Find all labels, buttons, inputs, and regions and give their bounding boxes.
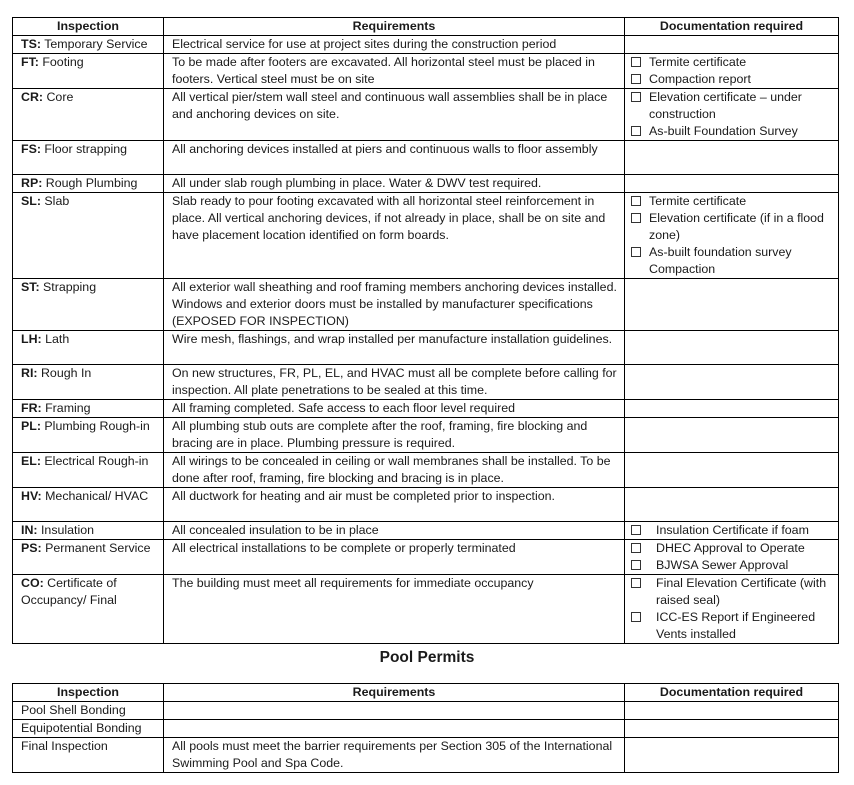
documentation-cell bbox=[625, 453, 839, 488]
table-row bbox=[13, 522, 839, 540]
inspection-name: Temporary Service bbox=[44, 37, 148, 51]
inspection-name: Footing bbox=[42, 55, 84, 69]
documentation-cell bbox=[625, 400, 839, 418]
empty-checkbox-icon[interactable] bbox=[631, 57, 641, 67]
documentation-text: ICC-ES Report if Engineered Vents installed bbox=[656, 610, 816, 641]
requirement-cell: All pools must meet the barrier requirements per Section 305 of the International Swimming Pool and Spa Code. bbox=[164, 738, 625, 773]
documentation-text: Elevation certificate – under construction bbox=[649, 90, 802, 121]
table-row bbox=[13, 331, 839, 365]
documentation-cell bbox=[625, 418, 839, 453]
table-row bbox=[13, 540, 839, 575]
requirement-cell: Slab ready to pour footing excavated with all horizontal steel reinforcement in place. All vertical anchoring devices, if not already in place, shall be on site and have placement location identified on form boards. bbox=[164, 193, 625, 279]
table-row bbox=[13, 702, 839, 720]
table-row bbox=[13, 141, 839, 175]
requirement-cell: All wirings to be concealed in ceiling or wall membranes shall be installed. To be done after roof, framing, fire blocking and bracing is in place. bbox=[164, 453, 625, 488]
documentation-cell bbox=[625, 279, 839, 331]
inspection-cell bbox=[13, 279, 164, 331]
empty-checkbox-icon[interactable] bbox=[631, 247, 641, 257]
inspection-cell bbox=[13, 522, 164, 540]
table-row bbox=[13, 279, 839, 331]
requirement-cell: All electrical installations to be complete or properly terminated bbox=[164, 540, 625, 575]
pool-permits-table bbox=[12, 683, 839, 773]
documentation-cell bbox=[625, 331, 839, 365]
requirement-cell: All exterior wall sheathing and roof framing members anchoring devices installed. Windows and exterior doors must be installed by manufacturer specifications (EXPOSED FOR INSPECTION) bbox=[164, 279, 625, 331]
requirement-cell: All anchoring devices installed at piers and continuous walls to floor assembly bbox=[164, 141, 625, 175]
inspection-name: Framing bbox=[45, 401, 91, 415]
requirement-cell: Electrical service for use at project sites during the construction period bbox=[164, 36, 625, 54]
inspection-code: FT: bbox=[21, 55, 39, 69]
documentation-item bbox=[629, 244, 836, 261]
table-row bbox=[13, 54, 839, 89]
empty-checkbox-icon[interactable] bbox=[631, 525, 641, 535]
documentation-text: Termite certificate bbox=[649, 55, 747, 69]
inspection-cell: Pool Shell Bonding bbox=[13, 702, 164, 720]
table-row bbox=[13, 453, 839, 488]
inspection-name: Slab bbox=[44, 194, 70, 208]
documentation-item bbox=[629, 71, 836, 88]
inspection-cell bbox=[13, 89, 164, 141]
table-row bbox=[13, 720, 839, 738]
documentation-cell bbox=[625, 365, 839, 400]
inspection-cell bbox=[13, 54, 164, 89]
empty-checkbox-icon[interactable] bbox=[631, 74, 641, 84]
inspection-cell bbox=[13, 418, 164, 453]
requirement-cell: All plumbing stub outs are complete after the roof, framing, fire blocking and bracing are in place. Plumbing pressure is required. bbox=[164, 418, 625, 453]
inspection-name: Strapping bbox=[43, 280, 97, 294]
inspection-code: PS: bbox=[21, 541, 42, 555]
inspection-name: Certificate of Occupancy/ Final bbox=[21, 576, 117, 607]
requirement-cell: The building must meet all requirements for immediate occupancy bbox=[164, 575, 625, 644]
documentation-text: As-built foundation survey bbox=[649, 245, 792, 259]
requirement-cell: All under slab rough plumbing in place. Water & DWV test required. bbox=[164, 175, 625, 193]
table-row bbox=[13, 175, 839, 193]
inspection-name: Plumbing Rough-in bbox=[44, 419, 150, 433]
inspection-cell bbox=[13, 400, 164, 418]
header-documentation: Documentation required bbox=[625, 18, 839, 36]
documentation-item bbox=[629, 609, 836, 643]
requirement-cell: To be made after footers are excavated. All horizontal steel must be placed in footers. Vertical steel must be on site bbox=[164, 54, 625, 89]
table-row bbox=[13, 89, 839, 141]
inspection-code: RP: bbox=[21, 176, 43, 190]
inspection-cell bbox=[13, 365, 164, 400]
table-row bbox=[13, 365, 839, 400]
requirement-cell: All concealed insulation to be in place bbox=[164, 522, 625, 540]
inspection-cell bbox=[13, 141, 164, 175]
documentation-cell bbox=[625, 738, 839, 773]
table-row bbox=[13, 738, 839, 773]
inspection-cell: Final Inspection bbox=[13, 738, 164, 773]
requirement-cell: All framing completed. Safe access to each floor level required bbox=[164, 400, 625, 418]
inspection-code: CO: bbox=[21, 576, 44, 590]
documentation-text: Compaction bbox=[649, 262, 716, 276]
documentation-cell bbox=[625, 540, 839, 575]
table-header-row bbox=[13, 18, 839, 36]
empty-checkbox-icon[interactable] bbox=[631, 213, 641, 223]
table-row bbox=[13, 575, 839, 644]
header-inspection: Inspection bbox=[13, 684, 164, 702]
inspection-requirements-table bbox=[12, 17, 839, 644]
empty-checkbox-icon[interactable] bbox=[631, 578, 641, 588]
empty-checkbox-icon[interactable] bbox=[631, 196, 641, 206]
documentation-item bbox=[629, 210, 836, 244]
documentation-cell bbox=[625, 193, 839, 279]
inspection-cell bbox=[13, 193, 164, 279]
documentation-cell bbox=[625, 141, 839, 175]
inspection-name: Core bbox=[46, 90, 74, 104]
inspection-name: Floor strapping bbox=[44, 142, 128, 156]
documentation-cell bbox=[625, 702, 839, 720]
table-row bbox=[13, 36, 839, 54]
inspection-name: Insulation bbox=[40, 523, 95, 537]
requirement-cell bbox=[164, 702, 625, 720]
empty-checkbox-icon[interactable] bbox=[631, 92, 641, 102]
requirement-cell: All ductwork for heating and air must be completed prior to inspection. bbox=[164, 488, 625, 522]
inspection-cell bbox=[13, 540, 164, 575]
requirement-cell: Wire mesh, flashings, and wrap installed per manufacture installation guidelines. bbox=[164, 331, 625, 365]
table-row bbox=[13, 418, 839, 453]
documentation-item bbox=[629, 261, 836, 278]
documentation-item bbox=[629, 557, 836, 574]
inspection-cell bbox=[13, 575, 164, 644]
requirement-cell bbox=[164, 720, 625, 738]
header-requirements: Requirements bbox=[164, 18, 625, 36]
table-header-row bbox=[13, 684, 839, 702]
empty-checkbox-icon[interactable] bbox=[631, 612, 641, 622]
pool-permits-title: Pool Permits bbox=[379, 649, 475, 666]
table-row bbox=[13, 193, 839, 279]
documentation-cell bbox=[625, 175, 839, 193]
inspection-code: FR: bbox=[21, 401, 42, 415]
inspection-cell bbox=[13, 488, 164, 522]
documentation-cell bbox=[625, 720, 839, 738]
documentation-item bbox=[629, 575, 836, 609]
inspection-code: TS: bbox=[21, 37, 41, 51]
documentation-item bbox=[629, 540, 836, 557]
documentation-text: DHEC Approval to Operate bbox=[656, 541, 805, 555]
inspection-name: Mechanical/ HVAC bbox=[45, 489, 149, 503]
inspection-code: LH: bbox=[21, 332, 42, 346]
documentation-cell bbox=[625, 36, 839, 54]
inspection-name: Permanent Service bbox=[45, 541, 151, 555]
documentation-text: Insulation Certificate if foam bbox=[656, 523, 809, 537]
table-row bbox=[13, 400, 839, 418]
documentation-item bbox=[629, 123, 836, 140]
table-row bbox=[13, 488, 839, 522]
documentation-text: As-built Foundation Survey bbox=[649, 124, 798, 138]
empty-checkbox-icon[interactable] bbox=[631, 560, 641, 570]
documentation-text: Termite certificate bbox=[649, 194, 747, 208]
inspection-code: ST: bbox=[21, 280, 40, 294]
inspection-cell bbox=[13, 36, 164, 54]
header-inspection: Inspection bbox=[13, 18, 164, 36]
inspection-code: HV: bbox=[21, 489, 42, 503]
documentation-cell bbox=[625, 522, 839, 540]
inspection-name: Electrical Rough-in bbox=[44, 454, 149, 468]
documentation-text: Elevation certificate (if in a flood zone) bbox=[649, 211, 824, 242]
inspection-code: SL: bbox=[21, 194, 41, 208]
inspection-code: RI: bbox=[21, 366, 38, 380]
inspection-name: Lath bbox=[45, 332, 70, 346]
documentation-cell bbox=[625, 54, 839, 89]
documentation-item bbox=[629, 89, 836, 123]
inspection-code: FS: bbox=[21, 142, 41, 156]
requirement-cell: All vertical pier/stem wall steel and continuous wall assemblies shall be in place and anchoring devices on site. bbox=[164, 89, 625, 141]
inspection-cell bbox=[13, 453, 164, 488]
documentation-item bbox=[629, 522, 836, 539]
documentation-cell bbox=[625, 89, 839, 141]
inspection-code: CR: bbox=[21, 90, 44, 104]
documentation-text: Final Elevation Certificate (with raised seal) bbox=[656, 576, 827, 607]
inspection-code: EL: bbox=[21, 454, 41, 468]
documentation-cell bbox=[625, 488, 839, 522]
inspection-name: Rough Plumbing bbox=[45, 176, 138, 190]
documentation-cell bbox=[625, 575, 839, 644]
empty-checkbox-icon[interactable] bbox=[631, 543, 641, 553]
documentation-text: BJWSA Sewer Approval bbox=[656, 558, 789, 572]
documentation-text: Compaction report bbox=[649, 72, 751, 86]
documentation-item bbox=[629, 193, 836, 210]
inspection-name: Rough In bbox=[40, 366, 92, 380]
inspection-cell bbox=[13, 175, 164, 193]
empty-checkbox-icon[interactable] bbox=[631, 126, 641, 136]
requirement-cell: On new structures, FR, PL, EL, and HVAC must all be complete before calling for inspection. All plate penetrations to be sealed at this time. bbox=[164, 365, 625, 400]
inspection-cell: Equipotential Bonding bbox=[13, 720, 164, 738]
inspection-cell bbox=[13, 331, 164, 365]
inspection-code: IN: bbox=[21, 523, 38, 537]
header-documentation: Documentation required bbox=[625, 684, 839, 702]
documentation-item bbox=[629, 54, 836, 71]
inspection-code: PL: bbox=[21, 419, 41, 433]
header-requirements: Requirements bbox=[164, 684, 625, 702]
